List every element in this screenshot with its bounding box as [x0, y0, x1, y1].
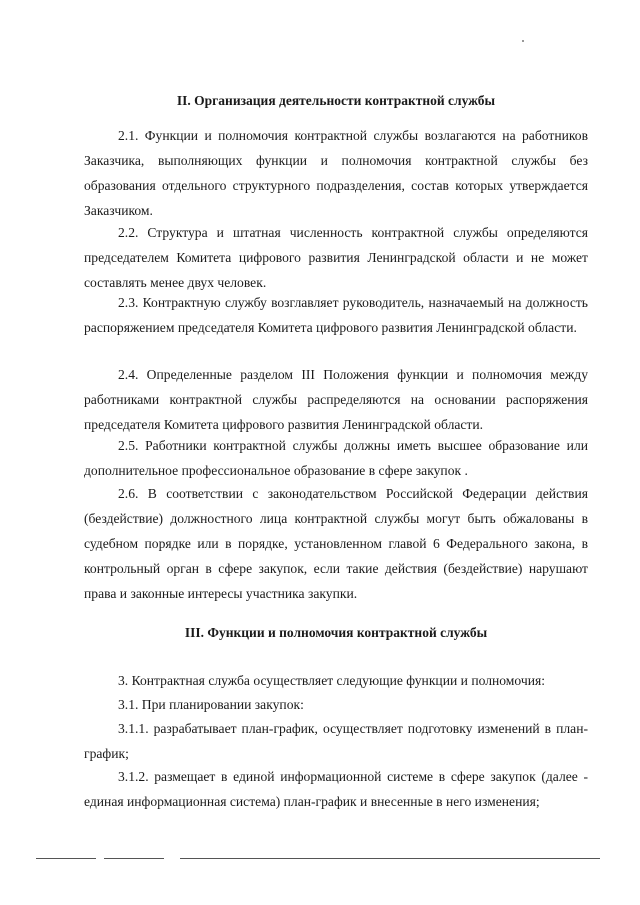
paragraph-2-5: 2.5. Работники контрактной службы должны иметь высшее образование или дополнительное профессиональное образование в сфере закупок . [84, 438, 588, 478]
paragraph-2-3: 2.3. Контрактную службу возглавляет руководитель, назначаемый на должность распоряжением председателя Комитета цифрового развития Ленинградской области. [84, 295, 588, 335]
paragraph-2-1: 2.1. Функции и полномочия контрактной службы возлагаются на работников Заказчика, выполняющих функции и полномочия контрактной службы без образования отдельного структурного подразделения, состав которых утверждается Заказчиком. [84, 128, 588, 218]
paragraph-2-4: 2.4. Определенные разделом III Положения функции и полномочия между работниками контрактной службы распределяются на основании распоряжения председателя Комитета цифрового развития Ленинградской области. [84, 367, 588, 432]
footer-rule [180, 858, 600, 859]
footer-rule-segment [36, 858, 96, 859]
paragraph-2-6: 2.6. В соответствии с законодательством Российской Федерации действия (бездействие) должностного лица контрактной службы могут быть обжалованы в судебном порядке или в порядке, установленном главой 6 Федерального закона, в контрольный орган в сфере закупок, если такие действия (бездействие) нарушают права и законные интересы участника закупки. [84, 486, 588, 601]
paragraph-3-1: 3.1. При планировании закупок: [118, 697, 304, 712]
footer-rule-segment [104, 858, 164, 859]
section-3-title: III. Функции и полномочия контрактной службы [184, 625, 488, 640]
section-2-title: II. Организация деятельности контрактной службы [176, 93, 496, 108]
scan-speck [522, 40, 524, 42]
paragraph-2-2: 2.2. Структура и штатная численность контрактной службы определяются председателем Комитета цифрового развития Ленинградской области и не может составлять менее двух человек. [84, 225, 588, 290]
paragraph-3-1-1: 3.1.1. разрабатывает план-график, осуществляет подготовку изменений в план-график; [84, 721, 588, 761]
paragraph-3-1-2: 3.1.2. размещает в единой информационной системе в сфере закупок (далее - единая информационная система) план-график и внесенные в него изменения; [84, 769, 588, 809]
paragraph-3: 3. Контрактная служба осуществляет следующие функции и полномочия: [118, 673, 545, 688]
